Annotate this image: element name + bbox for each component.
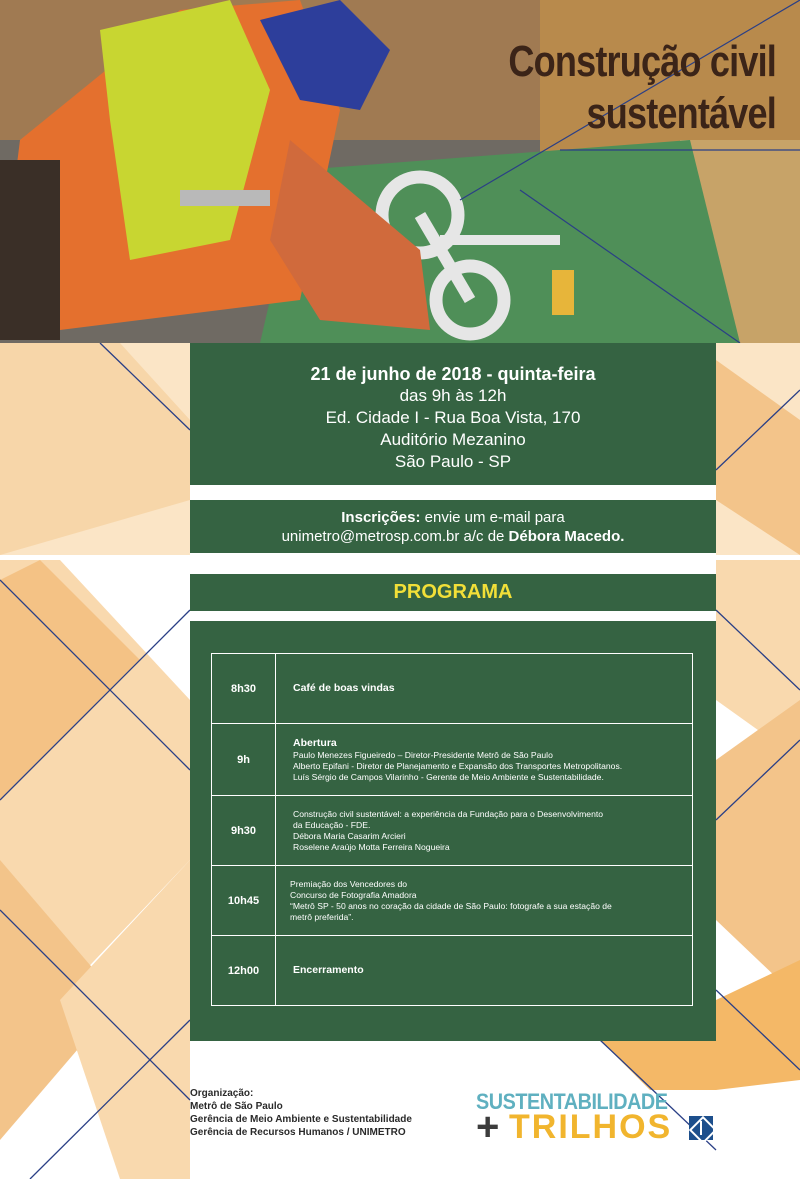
signup-panel (190, 500, 716, 553)
org-line: Gerência de Recursos Humanos / UNIMETRO (190, 1127, 406, 1138)
hero-title-line2: sustentável (586, 89, 776, 138)
event-info-panel (190, 343, 716, 485)
signup-text: envie um e-mail para (420, 509, 565, 526)
schedule-line: Luís Sérgio de Campos Vilarinho - Gerente de Meio Ambiente e Sustentabilidade. (293, 771, 604, 782)
org-line: Metrô de São Paulo (190, 1101, 283, 1112)
table-row (212, 724, 693, 796)
sustentabilidade-trilhos-logo (476, 1089, 721, 1149)
table-row (212, 866, 693, 936)
signup-email-link[interactable]: unimetro@metrosp.com.br (281, 528, 460, 545)
logo-text-top: SUSTENTABILIDADE (476, 1089, 668, 1114)
schedule-table (211, 653, 693, 1006)
schedule-desc (276, 796, 693, 866)
logo-plus: + (476, 1105, 500, 1149)
schedule-line: metrô preferida”. (290, 911, 354, 922)
signup-label: Inscrições: (341, 509, 421, 526)
event-time: das 9h às 12h (399, 386, 507, 405)
schedule-line: Roselene Araújo Motta Ferreira Nogueira (293, 841, 450, 852)
org-line: Gerência de Meio Ambiente e Sustentabilidade (190, 1114, 412, 1125)
metro-logo-icon (689, 1116, 713, 1140)
hero-banner (0, 0, 800, 343)
program-panel (190, 621, 716, 1041)
schedule-time: 8h30 (212, 654, 276, 724)
schedule-time: 9h (212, 724, 276, 796)
table-row (212, 796, 693, 866)
schedule-line: da Educação - FDE. (293, 819, 371, 830)
schedule-line: Construção civil sustentável: a experiência da Fundação para o Desenvolvimento (293, 808, 604, 819)
event-room: Auditório Mezanino (380, 430, 526, 449)
schedule-time: 9h30 (212, 796, 276, 866)
schedule-title: Café de boas vindas (293, 682, 395, 694)
event-address: Ed. Cidade I - Rua Boa Vista, 170 (325, 408, 581, 427)
table-row (212, 936, 693, 1006)
organization-block (190, 1087, 412, 1139)
schedule-line: Débora Maria Casarim Arcieri (293, 830, 406, 841)
schedule-line: Alberto Epifani - Diretor de Planejamento e Expansão dos Transportes Metropolitanos. (293, 760, 623, 771)
logo-text-bottom: TRILHOS (509, 1108, 673, 1146)
schedule-line: Premiação dos Vencedores do (290, 878, 408, 889)
schedule-desc (276, 936, 693, 1006)
schedule-desc (276, 866, 693, 936)
schedule-time: 10h45 (212, 866, 276, 936)
hero-title (432, 36, 776, 140)
schedule-title: Encerramento (293, 964, 364, 976)
schedule-line: Concurso de Fotografia Amadora (290, 889, 417, 900)
event-date: 21 de junho de 2018 - quinta-feira (310, 364, 596, 384)
schedule-desc (276, 654, 693, 724)
table-row (212, 654, 693, 724)
schedule-title: Abertura (293, 736, 337, 749)
schedule-line: Paulo Menezes Figueiredo – Diretor-Presidente Metrô de São Paulo (293, 749, 553, 760)
hero-title-line1: Construção civil (508, 37, 776, 86)
signup-contact: Débora Macedo. (508, 528, 625, 545)
event-city: São Paulo - SP (394, 452, 512, 471)
schedule-line: “Metrô SP - 50 anos no coração da cidade de São Paulo: fotografe a sua estação de (290, 900, 612, 911)
schedule-time: 12h00 (212, 936, 276, 1006)
schedule-desc (276, 724, 693, 796)
signup-text-2: a/c de (459, 528, 509, 545)
program-heading: PROGRAMA (190, 574, 716, 611)
org-label: Organização: (190, 1088, 254, 1099)
